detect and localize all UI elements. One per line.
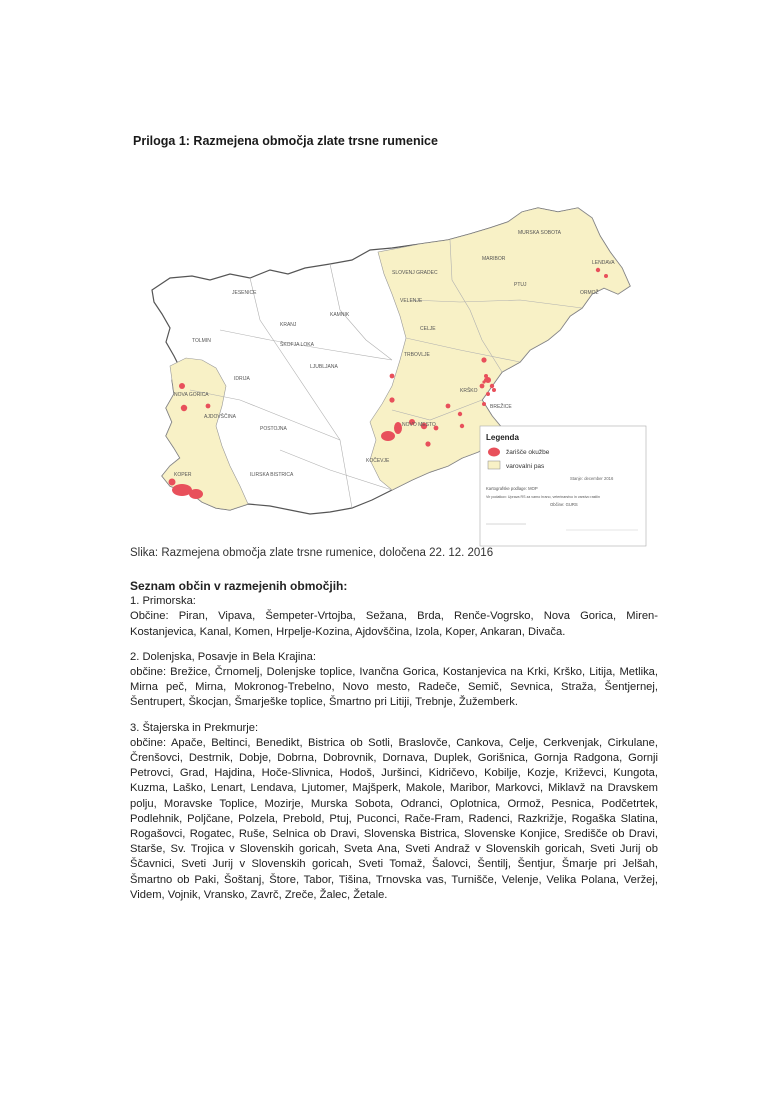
place-label: POSTOJNA <box>260 426 287 432</box>
place-label: CELJE <box>420 326 436 332</box>
slovenia-map <box>130 190 650 550</box>
focus-marker <box>189 489 203 499</box>
place-label: KRANJ <box>280 322 297 328</box>
legend-item-buffer: varovalni pas <box>506 463 545 470</box>
region-dolenjska <box>130 650 658 711</box>
place-label: MARIBOR <box>482 256 506 262</box>
place-label: SLOVENJ GRADEC <box>392 270 438 276</box>
focus-marker <box>458 412 462 416</box>
legend-item-focus: žarišče okužbe <box>506 449 550 456</box>
focus-marker <box>460 424 464 428</box>
place-label: AJDOVŠČINA <box>204 414 236 420</box>
focus-marker <box>492 388 496 392</box>
focus-marker <box>480 384 485 389</box>
place-label: ORMOŽ <box>580 290 599 296</box>
focus-marker <box>596 268 600 272</box>
focus-marker <box>490 384 494 388</box>
place-label: LENDAVA <box>592 260 615 266</box>
region-municipalities: Občine: Piran, Vipava, Šempeter-Vrtojba, Sežana, Brda, Renče-Vogrsko, Nova Gorica, Miren-Kostanjevica, Kanal, Komen, Hrpelje-Kozina, Ajdovščina, Izola, Koper, Ankaran, Divača. <box>130 610 658 638</box>
region-municipalities: občine: Apače, Beltinci, Benedikt, Bistrica ob Sotli, Braslovče, Cankova, Celje, Cerkvenjak, Cirkulane, Črenšovci, Destrnik, Dobje, Dobrna, Dobrovnik, Dornava, Duplek, Gorišnica, Gornja Radgona, Gornji Petrovci, Grad, Hajdina, Hoče-Slivnica, Hodoš, Juršinci, Kidričevo, Kobilje, Kozje, Križevci, Kungota, Kuzma, Laško, Lenart, Lendava, Ljutomer, Majšperk, Makole, Maribor, Markovci, Miklavž na Dravskem polju, Moravske Toplice, Mozirje, Murska Sobota, Odranci, Oplotnica, Ormož, Pesnica, Podčetrtek, Podlehnik, Poljčane, Polzela, Prebold, Ptuj, Puconci, Rače-Fram, Radenci, Razkrižje, Rogaška Slatina, Rogašovci, Rogatec, Ruše, Selnica ob Dravi, Slovenska Bistrica, Slovenske Konjice, Središče ob Dravi, Starše, Sv. Trojica v Slovenskih goricah, Sveta Ana, Sveti Andraž v Slovenskih goricah, Sveti Jurij ob Ščavnici, Sveti Jurij v Slovenskih goricah, Sveti Tomaž, Šalovci, Šentilj, Šentjur, Šmarje pri Jelšah, Šmartno ob Paki, Šoštanj, Štore, Tabor, Tišina, Trnovska vas, Turnišče, Velenje, Velika Polana, Veržej, Videm, Vojnik, Vransko, Zavrč, Zreče, Žalec, Žetale. <box>130 736 658 901</box>
place-label: NOVA GORICA <box>174 392 209 398</box>
legend-swatch-buffer <box>488 461 500 469</box>
figure-caption: Slika: Razmejena območja zlate trsne rumenice, določena 22. 12. 2016 <box>130 547 494 559</box>
place-label: KOPER <box>174 472 192 478</box>
focus-marker <box>179 383 185 389</box>
municipality-list <box>130 579 658 913</box>
place-label: IDRIJA <box>234 376 250 382</box>
focus-marker <box>181 405 187 411</box>
region-stajerska <box>130 721 658 903</box>
map-figure <box>130 190 650 550</box>
place-label: KOČEVJE <box>366 458 390 464</box>
region-primorska <box>130 594 658 640</box>
legend-heading: Legenda <box>486 433 519 442</box>
place-label: KRŠKO <box>460 388 478 394</box>
legend-swatch-focus <box>488 448 500 457</box>
legend-date: Stanje: december 2016 <box>570 476 614 481</box>
place-label: ŠKOFJA LOKA <box>280 342 314 348</box>
focus-marker <box>390 374 395 379</box>
place-label: KAMNIK <box>330 312 350 318</box>
focus-marker <box>446 404 451 409</box>
region-municipalities: občine: Brežice, Črnomelj, Dolenjske toplice, Ivančna Gorica, Kostanjevica na Krki, Krško, Litija, Metlika, Mirna peč, Mirna, Mokronog-Trebelno, Novo mesto, Radeče, Semič, Sevnica, Straža, Šentjernej, Šentrupert, Škocjan, Šmarješke toplice, Šmartno pri Litiji, Trebnje, Žužemberk. <box>130 666 658 709</box>
page-title: Priloga 1: Razmejena območja zlate trsne rumenice <box>133 134 438 148</box>
focus-marker <box>486 392 490 396</box>
place-label: BREŽICE <box>490 404 512 410</box>
place-label: TOLMIN <box>192 338 211 344</box>
focus-marker <box>394 422 402 434</box>
focus-marker <box>484 374 488 378</box>
focus-marker <box>169 479 176 486</box>
region-title: 1. Primorska: <box>130 595 196 608</box>
region-title: 2. Dolenjska, Posavje in Bela Krajina: <box>130 650 316 663</box>
focus-marker <box>206 404 211 409</box>
legend-source-1: Kartografske podlage: MOP <box>486 486 538 491</box>
list-heading: Seznam občin v razmejenih območjih: <box>130 579 348 593</box>
place-label: TRBOVLJE <box>404 352 430 358</box>
place-label: PTUJ <box>514 282 527 288</box>
place-label: NOVO MESTO <box>402 422 436 428</box>
focus-marker <box>381 431 395 441</box>
place-label: MURSKA SOBOTA <box>518 230 561 236</box>
legend-source-2: Vir podatkov: Uprava RS za varno hrano, veterinarstvo in varstvo rastlin <box>486 495 600 499</box>
place-label: ILIRSKA BISTRICA <box>250 472 294 478</box>
place-label: LJUBLJANA <box>310 364 338 370</box>
focus-marker <box>604 274 608 278</box>
focus-marker <box>172 484 192 496</box>
focus-marker <box>482 380 485 383</box>
focus-marker <box>482 402 486 406</box>
focus-marker <box>481 357 486 362</box>
region-title: 3. Štajerska in Prekmurje: <box>130 721 259 734</box>
legend-source-3: Občine: GURS <box>550 502 578 507</box>
focus-marker <box>389 397 394 402</box>
map-legend <box>480 426 646 546</box>
place-label: JESENICE <box>232 290 257 296</box>
focus-marker <box>425 441 430 446</box>
place-label: VELENJE <box>400 298 423 304</box>
